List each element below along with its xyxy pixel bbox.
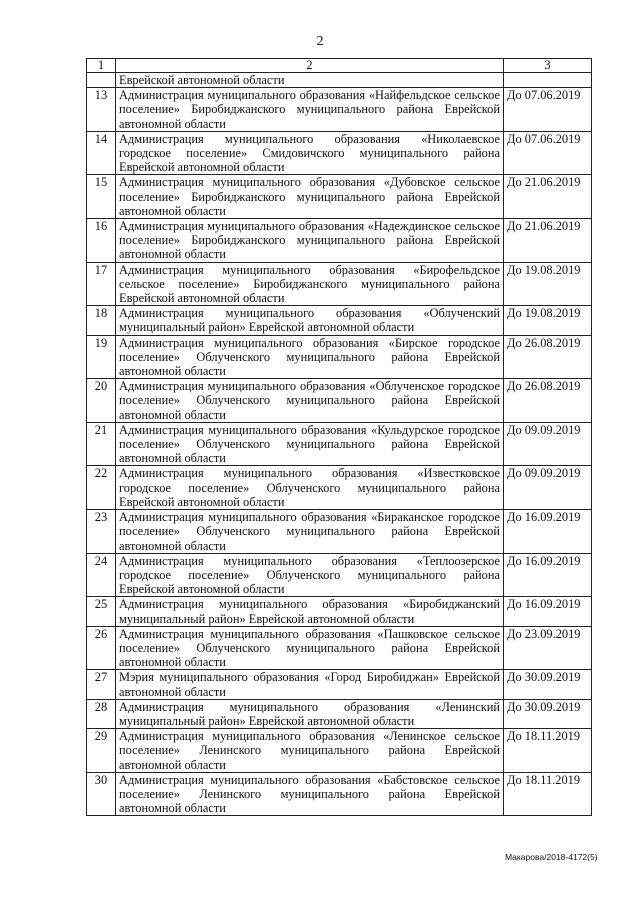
document-code: Макарова/2018-4172(5) bbox=[505, 852, 598, 862]
deadline-date bbox=[504, 73, 592, 88]
table-row bbox=[87, 88, 592, 132]
row-number: 27 bbox=[87, 670, 116, 699]
deadline-date: До 09.09.2019 bbox=[504, 422, 592, 466]
deadline-date: До 30.09.2019 bbox=[504, 699, 592, 728]
row-number: 15 bbox=[87, 175, 116, 219]
table-row bbox=[87, 422, 592, 466]
row-number: 26 bbox=[87, 626, 116, 670]
deadline-date: До 07.06.2019 bbox=[504, 88, 592, 132]
deadline-date: До 19.08.2019 bbox=[504, 262, 592, 306]
deadline-date: До 16.09.2019 bbox=[504, 597, 592, 626]
organization-name: Администрация муниципального образования «Известковское городское поселение» Облученского муниципального района Еврейской автономной области bbox=[116, 466, 504, 510]
organization-name: Администрация муниципального образования «Ленинское сельское поселение» Ленинского муниципального района Еврейской автономной области bbox=[116, 729, 504, 773]
row-number: 30 bbox=[87, 772, 116, 816]
table-row bbox=[87, 131, 592, 175]
deadline-date: До 16.09.2019 bbox=[504, 510, 592, 554]
organization-name: Администрация муниципального образования «Бабстовское сельское поселение» Ленинского муниципального района Еврейской автономной области bbox=[116, 772, 504, 816]
table-row bbox=[87, 699, 592, 728]
row-number: 18 bbox=[87, 306, 116, 335]
table-row bbox=[87, 175, 592, 219]
row-number: 17 bbox=[87, 262, 116, 306]
row-number: 19 bbox=[87, 335, 116, 379]
row-number: 23 bbox=[87, 510, 116, 554]
page-number: 2 bbox=[316, 34, 324, 49]
row-number bbox=[87, 73, 116, 88]
organization-name: Мэрия муниципального образования «Город Биробиджан» Еврейской автономной области bbox=[116, 670, 504, 699]
table-row bbox=[87, 553, 592, 597]
table-row bbox=[87, 510, 592, 554]
row-number: 25 bbox=[87, 597, 116, 626]
organization-name: Администрация муниципального образования «Бирофельдское сельское поселение» Биробиджанского муниципального района Еврейской автономной области bbox=[116, 262, 504, 306]
table-row bbox=[87, 772, 592, 816]
row-number: 13 bbox=[87, 88, 116, 132]
deadline-date: До 18.11.2019 bbox=[504, 772, 592, 816]
column-header-3: 3 bbox=[504, 59, 592, 73]
deadline-date: До 18.11.2019 bbox=[504, 729, 592, 773]
deadline-date: До 19.08.2019 bbox=[504, 306, 592, 335]
deadline-date: До 30.09.2019 bbox=[504, 670, 592, 699]
deadline-date: До 07.06.2019 bbox=[504, 131, 592, 175]
organization-name: Администрация муниципального образования «Николаевское городское поселение» Смидовичского муниципального района Еврейской автономной области bbox=[116, 131, 504, 175]
deadline-date: До 26.08.2019 bbox=[504, 335, 592, 379]
table-row bbox=[87, 262, 592, 306]
organization-name: Администрация муниципального образования «Облученский муниципальный район» Еврейской автономной области bbox=[116, 306, 504, 335]
row-number: 16 bbox=[87, 219, 116, 263]
deadline-date: До 26.08.2019 bbox=[504, 379, 592, 423]
table-row bbox=[87, 670, 592, 699]
deadline-date: До 16.09.2019 bbox=[504, 553, 592, 597]
table-row bbox=[87, 626, 592, 670]
organization-name: Администрация муниципального образования «Найфельдское сельское поселение» Биробиджанского муниципального района Еврейской автономной области bbox=[116, 88, 504, 132]
organization-name: Администрация муниципального образования «Облученское городское поселение» Облученского муниципального района Еврейской автономной области bbox=[116, 379, 504, 423]
table-row bbox=[87, 379, 592, 423]
table-row bbox=[87, 306, 592, 335]
deadline-date: До 21.06.2019 bbox=[504, 219, 592, 263]
organization-name: Администрация муниципального образования «Кульдурское городское поселение» Облученского муниципального района Еврейской автономной области bbox=[116, 422, 504, 466]
table-row bbox=[87, 219, 592, 263]
table-row bbox=[87, 729, 592, 773]
column-header-1: 1 bbox=[87, 59, 116, 73]
deadline-date: До 21.06.2019 bbox=[504, 175, 592, 219]
row-number: 28 bbox=[87, 699, 116, 728]
organization-name: Администрация муниципального образования «Надеждинское сельское поселение» Биробиджанского муниципального района Еврейской автономной области bbox=[116, 219, 504, 263]
row-number: 22 bbox=[87, 466, 116, 510]
organization-name: Еврейской автономной области bbox=[116, 73, 504, 88]
organization-name: Администрация муниципального образования «Биробиджанский муниципальный район» Еврейской автономной области bbox=[116, 597, 504, 626]
organization-name: Администрация муниципального образования «Бираканское городское поселение» Облученского муниципального района Еврейской автономной области bbox=[116, 510, 504, 554]
row-number: 21 bbox=[87, 422, 116, 466]
row-number: 24 bbox=[87, 553, 116, 597]
organization-name: Администрация муниципального образования «Пашковское сельское поселение» Облученского муниципального района Еврейской автономной области bbox=[116, 626, 504, 670]
row-number: 20 bbox=[87, 379, 116, 423]
column-header-2: 2 bbox=[116, 59, 504, 73]
deadline-date: До 09.09.2019 bbox=[504, 466, 592, 510]
organization-name: Администрация муниципального образования «Бирское городское поселение» Облученского муниципального района Еврейской автономной области bbox=[116, 335, 504, 379]
row-number: 29 bbox=[87, 729, 116, 773]
continuation-row bbox=[87, 73, 592, 88]
row-number: 14 bbox=[87, 131, 116, 175]
deadline-date: До 23.09.2019 bbox=[504, 626, 592, 670]
column-number-row bbox=[87, 59, 592, 73]
organization-name: Администрация муниципального образования «Ленинский муниципальный район» Еврейской автономной области bbox=[116, 699, 504, 728]
organization-name: Администрация муниципального образования «Дубовское сельское поселение» Биробиджанского муниципального района Еврейской автономной области bbox=[116, 175, 504, 219]
table-row bbox=[87, 466, 592, 510]
schedule-table bbox=[86, 58, 592, 816]
table-row bbox=[87, 597, 592, 626]
table-row bbox=[87, 335, 592, 379]
organization-name: Администрация муниципального образования «Теплоозерское городское поселение» Облученского муниципального района Еврейской автономной области bbox=[116, 553, 504, 597]
